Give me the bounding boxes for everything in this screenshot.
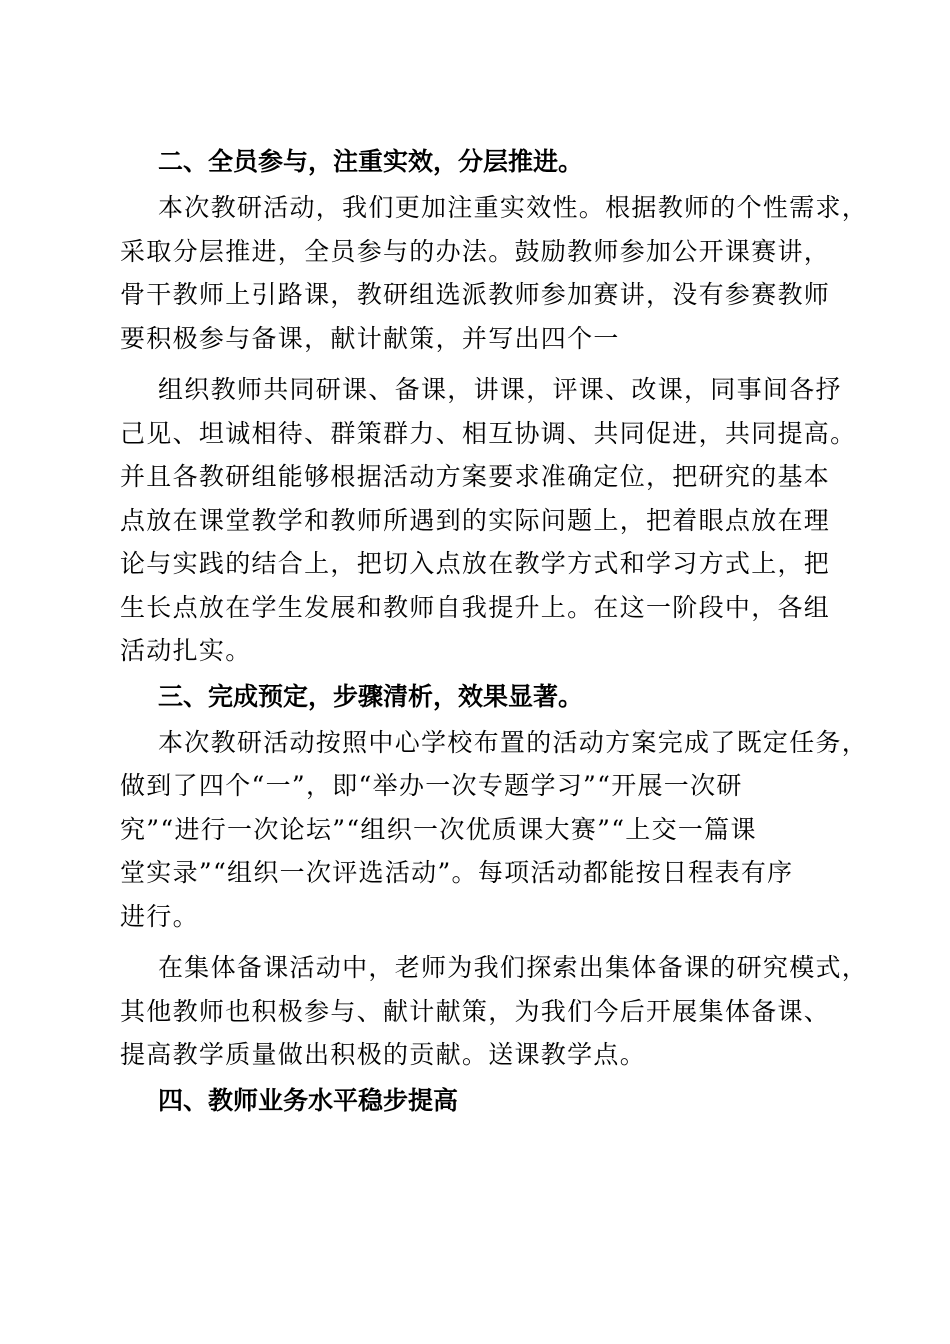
text-line: 生长点放在学生发展和教师自我提升上。在这一阶段中，各组	[120, 592, 831, 622]
section-2-heading: 二、全员参与，注重实效，分层推进。	[158, 147, 584, 176]
section-2-paragraph-2	[120, 368, 857, 673]
section-3-paragraph-2	[120, 946, 869, 1077]
text-line: 点放在课堂教学和教师所遇到的实际问题上，把着眼点放在理	[120, 505, 831, 535]
text-line: 并且各教研组能够根据活动方案要求准确定位，把研究的基本	[120, 462, 831, 491]
text-line: 活动扎实。	[120, 636, 252, 665]
text-line: 提高教学质量做出积极的贡献。送课教学点。	[120, 1040, 647, 1069]
section-3-heading: 三、完成预定，步骤清析，效果显著。	[158, 681, 584, 711]
text-line: 己见、坦诚相待、群策群力、相互协调、共同促进，共同提高。	[120, 418, 857, 448]
section-2-paragraph-1	[120, 186, 869, 360]
section-4-heading: 四、教师业务水平稳步提高	[158, 1085, 459, 1115]
text-line: 本次教研活动，我们更加注重实效性。根据教师的个性需求，	[158, 193, 869, 222]
text-line: 采取分层推进，全员参与的办法。鼓励教师参加公开课赛讲，	[120, 236, 831, 266]
text-line: 要积极参与备课，献计献策，并写出四个一	[120, 323, 620, 353]
text-line: 其他教师也积极参与、献计献策，为我们今后开展集体备课、	[120, 996, 831, 1026]
text-line: 做到了四个“一”，即“举办一次专题学习”“开展一次研	[120, 771, 743, 800]
text-line: 堂实录”“组织一次评选活动”。每项活动都能按日程表有序	[120, 858, 794, 887]
text-line: 本次教研活动按照中心学校布置的活动方案完成了既定任务，	[158, 727, 869, 757]
text-line: 组织教师共同研课、备课，讲课，评课、改课，同事间各抒	[158, 375, 842, 404]
section-3-paragraph-1	[120, 721, 869, 939]
text-line: 在集体备课活动中，老师为我们探索出集体备课的研究模式，	[158, 953, 869, 982]
document-body	[120, 140, 869, 1123]
text-line: 论与实践的结合上，把切入点放在教学方式和学习方式上，把	[120, 549, 831, 578]
text-line: 进行。	[120, 901, 199, 931]
text-line: 骨干教师上引路课，教研组选派教师参加赛讲，没有参赛教师	[120, 280, 831, 309]
text-line: 究”“进行一次论坛”“组织一次优质课大赛”“上交一篇课	[120, 814, 757, 844]
